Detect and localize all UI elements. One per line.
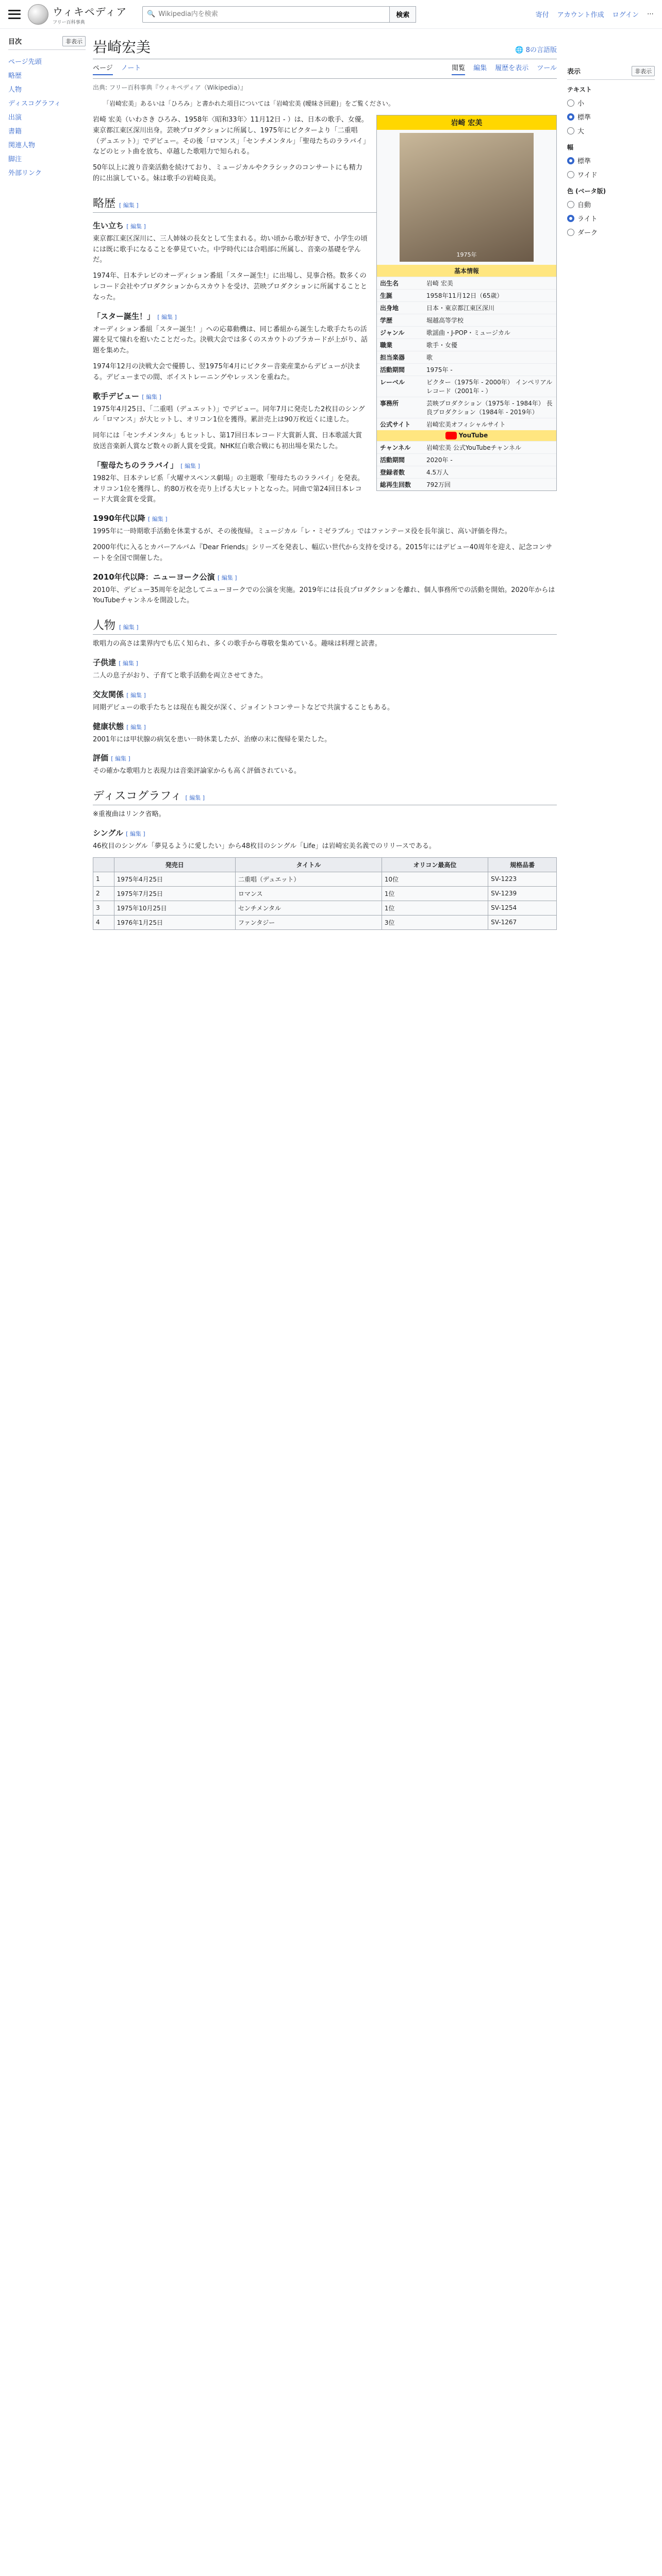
table-cell: 1975年7月25日 — [114, 886, 235, 901]
subsection-heading-debut: 歌手デビュー [ 編集 ] — [93, 391, 161, 401]
infobox-key: チャンネル — [380, 444, 411, 451]
section-heading-bio: 略歴 [ 編集 ] — [93, 195, 557, 213]
text-size-option-label: 標準 — [577, 114, 591, 122]
table-header: タイトル — [235, 857, 382, 872]
width-option-label: 標準 — [577, 158, 591, 165]
paragraph-later: 1995年に一時期歌手活動を休業するが、その後復帰。ミュージカル「レ・ミゼラブル」ではファンテーヌ役を長年演じ、高い評価を得た。 — [93, 528, 511, 536]
toc-title: 目次 — [8, 38, 22, 46]
infobox-value: ビクター（1975年 - 2000年） インペリアルレコード（2001年 - ） — [426, 379, 553, 395]
youtube-icon — [445, 432, 457, 439]
infobox-key: 職業 — [380, 342, 393, 349]
edit-section-link[interactable]: [ 編集 ] — [119, 659, 138, 667]
table-cell: 10位 — [382, 872, 488, 886]
infobox-key: 公式サイト — [380, 421, 411, 428]
section-heading-person: 人物 [ 編集 ] — [93, 617, 557, 635]
search-form — [142, 6, 416, 23]
edit-section-link[interactable]: [ 編集 ] — [119, 624, 139, 631]
table-cell: SV-1254 — [488, 901, 557, 915]
page-source: 出典: フリー百科事典『ウィキペディア（Wikipedia）』 — [93, 84, 247, 91]
infobox-rows — [377, 277, 556, 430]
tab-edit[interactable]: 編集 — [473, 64, 487, 72]
paragraph-birth-2: 1974年、日本テレビのオーディション番組「スター誕生!」に出場し、見事合格。数多くのレコード会社やプロダクションからスカウトを受け、芸映プロダクションに所属することとなった。 — [93, 272, 367, 301]
subsection-heading-friend: 交友関係 [ 編集 ] — [93, 689, 146, 699]
subsection-heading-birth: 生い立ち [ 編集 ] — [93, 221, 146, 230]
subsection-heading-child: 子供達 [ 編集 ] — [93, 657, 138, 667]
infobox-row — [377, 418, 556, 430]
color-label: 色 (ベータ版) — [567, 188, 606, 195]
radio-icon[interactable] — [567, 157, 574, 164]
infobox-key: 総再生回数 — [380, 481, 411, 488]
search-button[interactable]: 検索 — [389, 6, 416, 23]
infobox-row — [377, 314, 556, 326]
edit-section-link[interactable]: [ 編集 ] — [147, 516, 168, 523]
infobox-value: 堀越高等学校 — [426, 317, 464, 324]
width-options — [567, 154, 655, 181]
color-options — [567, 197, 655, 239]
radio-icon[interactable] — [567, 127, 574, 134]
page-title: 岩崎宏美 — [93, 39, 151, 56]
create-account-link[interactable]: アカウント作成 — [557, 11, 604, 19]
toc-item[interactable]: 書籍 — [8, 128, 22, 135]
table-cell[interactable]: センチメンタル — [235, 901, 382, 915]
toc-item[interactable]: 出演 — [8, 114, 22, 122]
single-note: 46枚目のシングル「夢見るように愛したい」から48枚目のシングル「Life」は岩崎宏美名義でのリリースである。 — [93, 842, 436, 850]
infobox-key: 事務所 — [380, 400, 399, 407]
logo-title: ウィキペディア — [53, 5, 127, 18]
infobox-row — [377, 441, 556, 453]
table-header: オリコン最高位 — [382, 857, 488, 872]
paragraph-friend: 同期デビューの歌手たちとは現在も親交が深く、ジョイントコンサートなどで共演することもある。 — [93, 703, 394, 711]
paragraph-person: 歌唱力の高さは業界内でも広く知られ、多くの歌手から尊敬を集めている。趣味は料理と読書。 — [93, 640, 382, 648]
infobox-row — [377, 478, 556, 490]
infobox-value: 1975年 - — [426, 366, 453, 374]
infobox-section-basic: 基本情報 — [377, 265, 556, 277]
infobox-title: 岩崎 宏美 — [377, 115, 556, 130]
edit-section-link[interactable]: [ 編集 ] — [111, 755, 130, 762]
search-box — [142, 6, 390, 23]
infobox-key: 学歴 — [380, 317, 393, 324]
toc-item[interactable]: 人物 — [8, 86, 22, 94]
table-cell[interactable]: 二重唱（デュエット） — [235, 872, 382, 886]
more-options-icon[interactable]: ⋯ — [647, 10, 654, 18]
width-option-label: ワイド — [577, 172, 598, 179]
tab-page[interactable]: ページ — [93, 62, 113, 75]
edit-section-link[interactable]: [ 編集 ] — [126, 223, 146, 230]
toc-list — [8, 54, 86, 179]
table-cell: 3位 — [382, 915, 488, 929]
text-size-options — [567, 96, 655, 138]
table-cell: 1位 — [382, 886, 488, 901]
appearance-header — [567, 66, 655, 80]
color-option[interactable] — [567, 197, 655, 211]
table-row — [93, 901, 557, 915]
subsection-heading-eval: 評価 [ 編集 ] — [93, 753, 130, 763]
page-title-bar — [93, 36, 557, 59]
language-button-label: 8の言語版 — [525, 46, 557, 54]
toc-item[interactable]: 脚注 — [8, 156, 22, 163]
search-input[interactable] — [158, 10, 385, 18]
text-size-label: テキスト — [567, 86, 592, 93]
infobox-key: 生誕 — [380, 292, 393, 299]
translate-icon: 🌐 — [515, 46, 524, 54]
infobox-row — [377, 326, 556, 338]
infobox-value: 歌謡曲・J-POP・ミュージカル — [426, 329, 510, 336]
width-option[interactable] — [567, 167, 655, 181]
table-header — [93, 857, 114, 872]
infobox-key: 登録者数 — [380, 469, 405, 476]
tab-talk[interactable]: ノート — [121, 64, 141, 72]
infobox-key: 担当楽器 — [380, 354, 405, 361]
toc-item[interactable]: 関連人物 — [8, 142, 36, 149]
table-row — [93, 886, 557, 901]
paragraph-2010: 2010年、デビュー35周年を記念してニューヨークでの公演を実施。2019年には長良プロダクションを離れ、個人事務所での活動を開始。2020年からはYouTubeチャンネルを開設した。 — [93, 586, 555, 605]
table-cell: 1 — [93, 872, 114, 886]
infobox-value: 歌 — [426, 354, 433, 361]
table-cell: 1975年10月25日 — [114, 901, 235, 915]
table-of-contents — [8, 36, 86, 179]
site-logo[interactable] — [28, 4, 127, 25]
width-option[interactable] — [567, 154, 655, 167]
radio-icon[interactable] — [567, 201, 574, 208]
infobox-row — [377, 338, 556, 351]
table-cell: 4 — [93, 915, 114, 929]
infobox — [376, 115, 557, 491]
toc-header — [8, 36, 86, 50]
search-icon: 🔍 — [147, 10, 156, 18]
infobox-photo-caption: 1975年 — [456, 251, 477, 258]
edit-section-link[interactable]: [ 編集 ] — [185, 794, 205, 802]
lead-paragraph: 岩崎 宏美（いわさき ひろみ、1958年〈昭和33年〉11月12日 - ）は、日本の歌手、女優。東京都江東区深川出身。芸映プロダクションに所属し、1975年にビクターより「二重唱（デュエット）」でデビュー。その後「ロマンス」「センチメンタル」「聖母たちのララバイ」などのヒット曲を放ち、卓越した歌唱力で知られる。 — [93, 116, 368, 156]
paragraph-star-2: 1974年12月の決戦大会で優勝し、翌1975年4月にビクター音楽産業からデビューが決まる。デビューまでの間、ボイストレーニングやレッスンを重ねた。 — [93, 362, 361, 381]
donate-link[interactable]: 寄付 — [535, 11, 549, 19]
subsection-heading-2010: 2010年代以降：ニューヨーク公演 [ 編集 ] — [93, 572, 237, 582]
subsection-heading-star: 「スター誕生！」 [ 編集 ] — [93, 311, 177, 321]
infobox-value: 岩崎 宏美 — [426, 280, 453, 287]
infobox-youtube-rows — [377, 441, 556, 490]
toc-item[interactable]: ディスコグラフィ — [8, 100, 61, 108]
table-cell: SV-1267 — [488, 915, 557, 929]
text-size-option-label: 小 — [577, 100, 585, 108]
paragraph-hit: 1982年、日本テレビ系「火曜サスペンス劇場」の主題歌「聖母たちのララバイ」を発表。オリコン1位を獲得し、約80万枚を売り上げる大ヒットとなった。同曲で第24回日本レコード大賞金賞を受賞。 — [93, 474, 364, 504]
radio-icon[interactable] — [567, 171, 574, 178]
infobox-value: 岩崎宏美 公式YouTubeチャンネル — [426, 444, 521, 451]
infobox-value: 792万回 — [426, 481, 451, 488]
edit-section-link[interactable]: [ 編集 ] — [217, 574, 237, 581]
color-option[interactable] — [567, 225, 655, 239]
paragraph-health: 2001年には甲状腺の病気を患い一時休業したが、治療の末に復帰を果たした。 — [93, 735, 332, 743]
infobox-youtube-label: YouTube — [458, 432, 488, 439]
lead-paragraph-2: 50年以上に渡り音楽活動を続けており、ミュージカルやクラシックのコンサートにも精力的に出演している。妹は歌手の岩崎良美。 — [93, 164, 362, 182]
header — [0, 0, 662, 29]
language-button[interactable] — [515, 44, 557, 54]
color-option-label: ダーク — [577, 229, 598, 237]
edit-section-link[interactable]: [ 編集 ] — [180, 462, 200, 469]
toc-item[interactable]: 略歴 — [8, 72, 22, 80]
table-cell: 3 — [93, 901, 114, 915]
infobox-row — [377, 289, 556, 301]
infobox-value: 日本・東京都江東区深川 — [426, 304, 495, 312]
infobox-value: 岩崎宏美オフィシャルサイト — [426, 421, 506, 428]
infobox-row — [377, 376, 556, 397]
infobox-row — [377, 397, 556, 418]
infobox-key: レーベル — [380, 379, 405, 386]
tab-tools[interactable]: ツール — [537, 64, 557, 72]
page-tabs — [93, 59, 557, 79]
infobox-photo[interactable] — [400, 133, 534, 262]
disco-note: ※重複曲はリンク省略。 — [93, 810, 166, 819]
text-size-option-label: 大 — [577, 128, 585, 135]
section-heading-disco: ディスコグラフィ [ 編集 ] — [93, 787, 557, 805]
radio-icon[interactable] — [567, 113, 574, 121]
infobox-row — [377, 363, 556, 376]
edit-section-link[interactable]: [ 編集 ] — [142, 393, 161, 400]
paragraph-later-2: 2000年代に入るとカバーアルバム『Dear Friends』シリーズを発表し、幅広い世代から支持を受ける。2015年にはデビュー40周年を迎え、記念コンサートを全国で開催した。 — [93, 543, 552, 562]
infobox-value: 芸映プロダクション（1975年 - 1984年） 長良プロダクション（1984年 - 2019年） — [426, 400, 553, 416]
infobox-value: 2020年 - — [426, 456, 453, 464]
infobox-section-youtube — [377, 430, 556, 441]
infobox-value: 4.5万人 — [426, 469, 449, 476]
edit-section-link[interactable]: [ 編集 ] — [126, 691, 146, 699]
infobox-row — [377, 351, 556, 363]
text-size-option[interactable] — [567, 96, 655, 110]
color-option-label: ライト — [577, 215, 598, 223]
edit-section-link[interactable]: [ 編集 ] — [157, 313, 177, 320]
width-label: 幅 — [567, 144, 574, 151]
tab-read[interactable]: 閲覧 — [452, 62, 465, 75]
subsection-heading-hit: 「聖母たちのララバイ」 [ 編集 ] — [93, 460, 200, 470]
table-cell: SV-1223 — [488, 872, 557, 886]
table-cell: 1位 — [382, 901, 488, 915]
table-row — [93, 872, 557, 886]
logo-subtitle: フリー百科事典 — [53, 20, 85, 25]
wikipedia-globe-icon — [28, 4, 48, 25]
infobox-key: 出身地 — [380, 304, 399, 312]
text-size-option[interactable] — [567, 110, 655, 124]
color-option-label: 自動 — [577, 201, 591, 209]
toc-hide-button[interactable]: 非表示 — [62, 36, 86, 46]
color-option[interactable] — [567, 211, 655, 225]
login-link[interactable]: ログイン — [612, 11, 639, 19]
table-row — [93, 915, 557, 929]
table-cell[interactable]: ロマンス — [235, 886, 382, 901]
table-header: 発売日 — [114, 857, 235, 872]
appearance-hide-button[interactable]: 非表示 — [632, 66, 655, 76]
toc-item[interactable]: 外部リンク — [8, 170, 42, 177]
discography-table — [93, 857, 557, 930]
main-content — [93, 36, 557, 930]
table-cell: 1976年1月25日 — [114, 915, 235, 929]
subsection-heading-later: 1990年代以降 [ 編集 ] — [93, 514, 168, 523]
infobox-key: 出生名 — [380, 280, 399, 287]
paragraph-eval: その確かな歌唱力と表現力は音楽評論家からも高く評価されている。 — [93, 767, 301, 775]
radio-icon[interactable] — [567, 215, 574, 222]
edit-section-link[interactable]: [ 編集 ] — [119, 201, 139, 209]
subsection-heading-single: シングル [ 編集 ] — [93, 828, 145, 838]
table-cell: 2 — [93, 886, 114, 901]
edit-section-link[interactable]: [ 編集 ] — [126, 723, 146, 731]
tab-history[interactable]: 履歴を表示 — [495, 64, 529, 72]
radio-icon[interactable] — [567, 229, 574, 236]
paragraph-star: オーディション番組「スター誕生！」への応募動機は、同じ番組から誕生した歌手たちの活躍を見て憧れを抱いたことだった。決戦大会では多くのスカウトのプラカードが上がり、話題を集めた。 — [93, 325, 368, 355]
infobox-key: 活動期間 — [380, 456, 405, 464]
edit-section-link[interactable]: [ 編集 ] — [126, 830, 145, 837]
infobox-row — [377, 301, 556, 314]
infobox-row — [377, 453, 556, 466]
paragraph-debut-2: 同年には「センチメンタル」もヒットし、第17回日本レコード大賞新人賞、日本歌謡大賞放送音楽新人賞など数々の新人賞を受賞。NHK紅白歌合戦にも初出場を果たした。 — [93, 432, 362, 450]
user-links — [536, 9, 654, 19]
paragraph-birth: 東京都江東区深川に、三人姉妹の長女として生まれる。幼い頃から歌が好きで、小学生の頃には既に歌手になることを夢見ていた。中学時代には合唱部に所属し、音楽の基礎を学んだ。 — [93, 234, 368, 264]
toc-item[interactable]: ページ先頭 — [8, 58, 42, 66]
subsection-heading-health: 健康状態 [ 編集 ] — [93, 721, 146, 731]
infobox-key: ジャンル — [380, 329, 405, 336]
infobox-value: 1958年11月12日（65歳） — [426, 292, 503, 299]
text-size-option[interactable] — [567, 124, 655, 138]
radio-icon[interactable] — [567, 99, 574, 107]
infobox-value: 歌手・女優 — [426, 342, 458, 349]
infobox-row — [377, 466, 556, 478]
table-cell[interactable]: ファンタジー — [235, 915, 382, 929]
appearance-title: 表示 — [567, 68, 581, 76]
table-cell: 1975年4月25日 — [114, 872, 235, 886]
infobox-row — [377, 277, 556, 289]
table-cell: SV-1239 — [488, 886, 557, 901]
infobox-key: 活動期間 — [380, 366, 405, 374]
appearance-panel — [567, 66, 655, 239]
paragraph-child: 二人の息子がおり、子育てと歌手活動を両立させてきた。 — [93, 671, 268, 680]
paragraph-debut: 1975年4月25日、「二重唱（デュエット）」でデビュー。同年7月に発売した2枚目のシングル「ロマンス」が大ヒットし、オリコン1位を獲得。累計売上は90万枚近くに達した。 — [93, 405, 365, 424]
table-header: 規格品番 — [488, 857, 557, 872]
disambiguation-notice: 「岩崎宏美」あるいは「ひろみ」と書かれた項目については「岩崎宏美 (曖昧さ回避)」をご覧ください。 — [103, 100, 394, 107]
main-menu-button[interactable] — [8, 10, 21, 19]
